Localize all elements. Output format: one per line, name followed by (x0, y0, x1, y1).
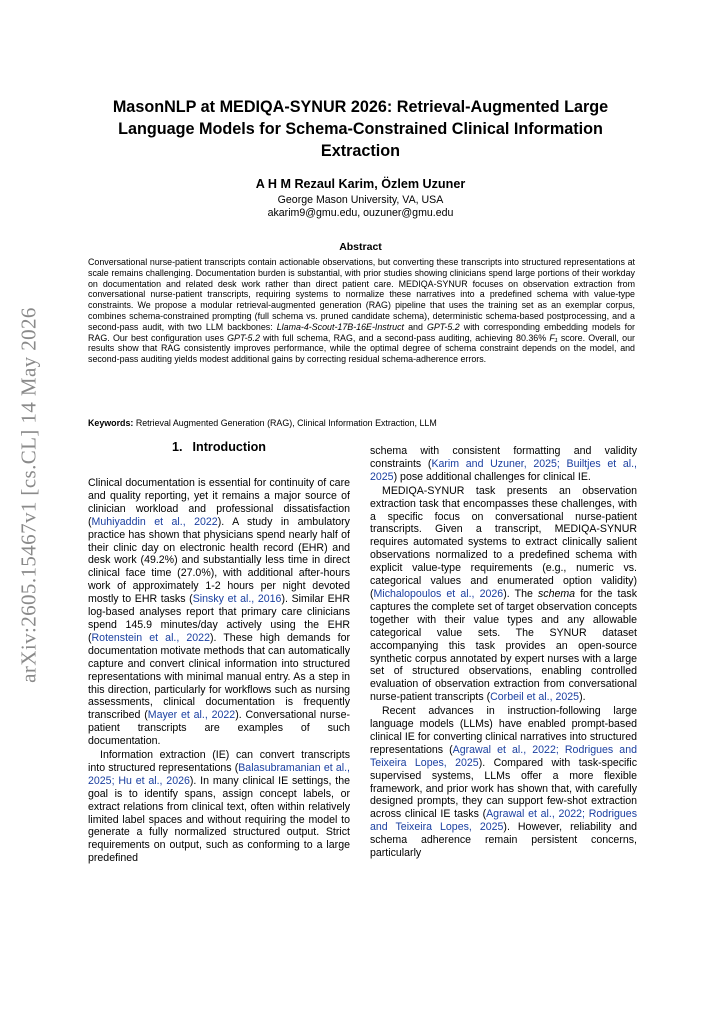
citation-link[interactable]: Rotenstein et al., 2022 (91, 631, 210, 644)
citation-link[interactable]: Agrawal et al., 2022; Rodrigues and Teixeira Lopes, 2025 (370, 808, 637, 834)
emphasis-text: schema (537, 587, 576, 600)
author-names: A H M Rezaul Karim, Özlem Uzuner (255, 177, 466, 191)
citation-link[interactable]: Michalopoulos et al., 2026 (373, 587, 504, 600)
paragraph: Clinical documentation is essential for continuity of care and quality reporting, yet it remains a major source of clinician workload and professional dissatisfaction (Muhiyaddin et al., 2022). A study in ambulatory practice has shown that physicians spend nearly half of their clinic day on electronic health record (EHR) and desk work (49.2%) and substantially less time in direct clinical face time (27.0%), with additional after-hours work of approximately 1-2 hours per night devoted mostly to EHR tasks (Sinsky et al., 2016). Similar EHR log-based analyses report that primary care clinicians spend 145.9 minutes/day actively using the EHR (Rotenstein et al., 2022). These high demands for documentation motivate methods that can automatically capture and convert clinical information into structured representations with minimal manual entry. As a step in this direction, particularly for workflows such as nursing assessments, clinical documentation is frequently transcribed (Mayer et al., 2022). Conversational nurse-patient transcripts are examples of such documentation. (88, 477, 350, 748)
left-column (88, 477, 350, 865)
arxiv-stamp (8, 295, 50, 695)
keywords-line (88, 418, 635, 429)
citation-link[interactable]: Karim and Uzuner, 2025; Builtjes et al., 2025 (370, 457, 637, 483)
arxiv-identifier: arXiv:2605.15467v1 [cs.CL] 14 May 2026 (16, 307, 41, 683)
section-heading (88, 440, 350, 454)
affiliation: George Mason University, VA, USA (277, 194, 444, 206)
paper-title: MasonNLP at MEDIQA-SYNUR 2026: Retrieval-Augmented Large Language Models for Schema-Constrained Clinical Information Extraction (112, 98, 609, 160)
citation-link[interactable]: Corbeil et al., 2025 (490, 691, 580, 704)
paragraph: schema with consistent formatting and validity constraints (Karim and Uzuner, 2025; Builtjes et al., 2025) pose additional challenges for clinical IE. (370, 445, 637, 483)
author-emails: akarim9@gmu.edu, ouzuner@gmu.edu (267, 207, 454, 219)
citation-link[interactable]: Agrawal et al., 2022; Rodrigues and Teixeira Lopes, 2025 (370, 743, 637, 769)
section-number: 1. (172, 440, 183, 454)
paragraph: MEDIQA-SYNUR task presents an observation extraction task that encompasses these challenges, with a specific focus on conversational nurse-patient transcripts. Given a transcript, MEDIQA-SYNUR requires automated systems to extract clinically salient observations normalized to a predefined schema with explicit value-type requirements (e.g., numeric vs. categorical values and enumerated option validity) (Michalopoulos et al., 2026). The schema for the task captures the complete set of target observation concepts together with their value types and any allowable categorical value sets. The SYNUR dataset accompanying this task provides an open-source synthetic corpus annotated by expert nurses with a large set of structured observations, enabling controlled evaluation of observation extraction from conversational nurse-patient transcripts (Corbeil et al., 2025). (370, 484, 637, 704)
section-title: Introduction (192, 440, 266, 454)
abstract-heading: Abstract (339, 241, 382, 253)
keywords-text: Retrieval Augmented Generation (RAG), Clinical Information Extraction, LLM (133, 418, 437, 428)
keywords-label: Keywords: (88, 418, 134, 428)
right-column (370, 445, 637, 860)
citation-link[interactable]: Muhiyaddin et al., 2022 (91, 515, 218, 528)
citation-link[interactable]: Sinsky et al., 2016 (192, 593, 282, 606)
abstract-text: Conversational nurse-patient transcripts contain actionable observations, but converting these transcripts into structured representations at scale remains challenging. Documentation burden is substantial, with prior studies showing clinicians spend large portions of their workday on documentation and related desk work rather than direct patient care. MEDIQA-SYNUR focuses on observation extraction from conversational nurse-patient transcripts, requiring systems to normalize these narratives into a predefined schema with value-type constraints. We propose a modular retrieval-augmented generation (RAG) pipeline that uses the training set as an exemplar corpus, combines schema-constrained prompting (full schema vs. pruned candidate schema), deterministic schema-based postprocessing, and a second-pass audit, with two LLM backbones: Llama-4-Scout-17B-16E-Instruct and GPT-5.2 with corresponding embedding models for RAG. Our best configuration uses GPT-5.2 with full schema, RAG, and a second-pass auditing, achieving 80.36% F₁ score. Overall, our results show that RAG consistently improves performance, while the optimal degree of schema constraint depends on the model, and second-pass auditing yields modest additional gains by correcting residual schema-adherence errors. (88, 257, 635, 365)
citation-link[interactable]: Mayer et al., 2022 (147, 709, 236, 722)
citation-link[interactable]: Balasubramanian et al., 2025; Hu et al., 2026 (88, 761, 350, 787)
paragraph: Recent advances in instruction-following large language models (LLMs) have enabled prompt-based clinical IE for converting clinical narratives into structured representations (Agrawal et al., 2022; Rodrigues and Teixeira Lopes, 2025). Compared with task-specific supervised systems, LLMs offer a more flexible framework, and prior work has shown that, with carefully designed prompts, they can support few-shot extraction across clinical IE tasks (Agrawal et al., 2022; Rodrigues and Teixeira Lopes, 2025). However, reliability and schema adherence remain persistent concerns, particularly (370, 705, 637, 860)
paragraph: Information extraction (IE) can convert transcripts into structured representations (Balasubramanian et al., 2025; Hu et al., 2026). In many clinical IE settings, the goal is to identify spans, assign concept labels, or extract relations from clinical text, often within relatively limited label spaces and without requiring the model to generate a fully normalized structured output. Strict requirements on output, such as conforming to a large predefined (88, 749, 350, 865)
